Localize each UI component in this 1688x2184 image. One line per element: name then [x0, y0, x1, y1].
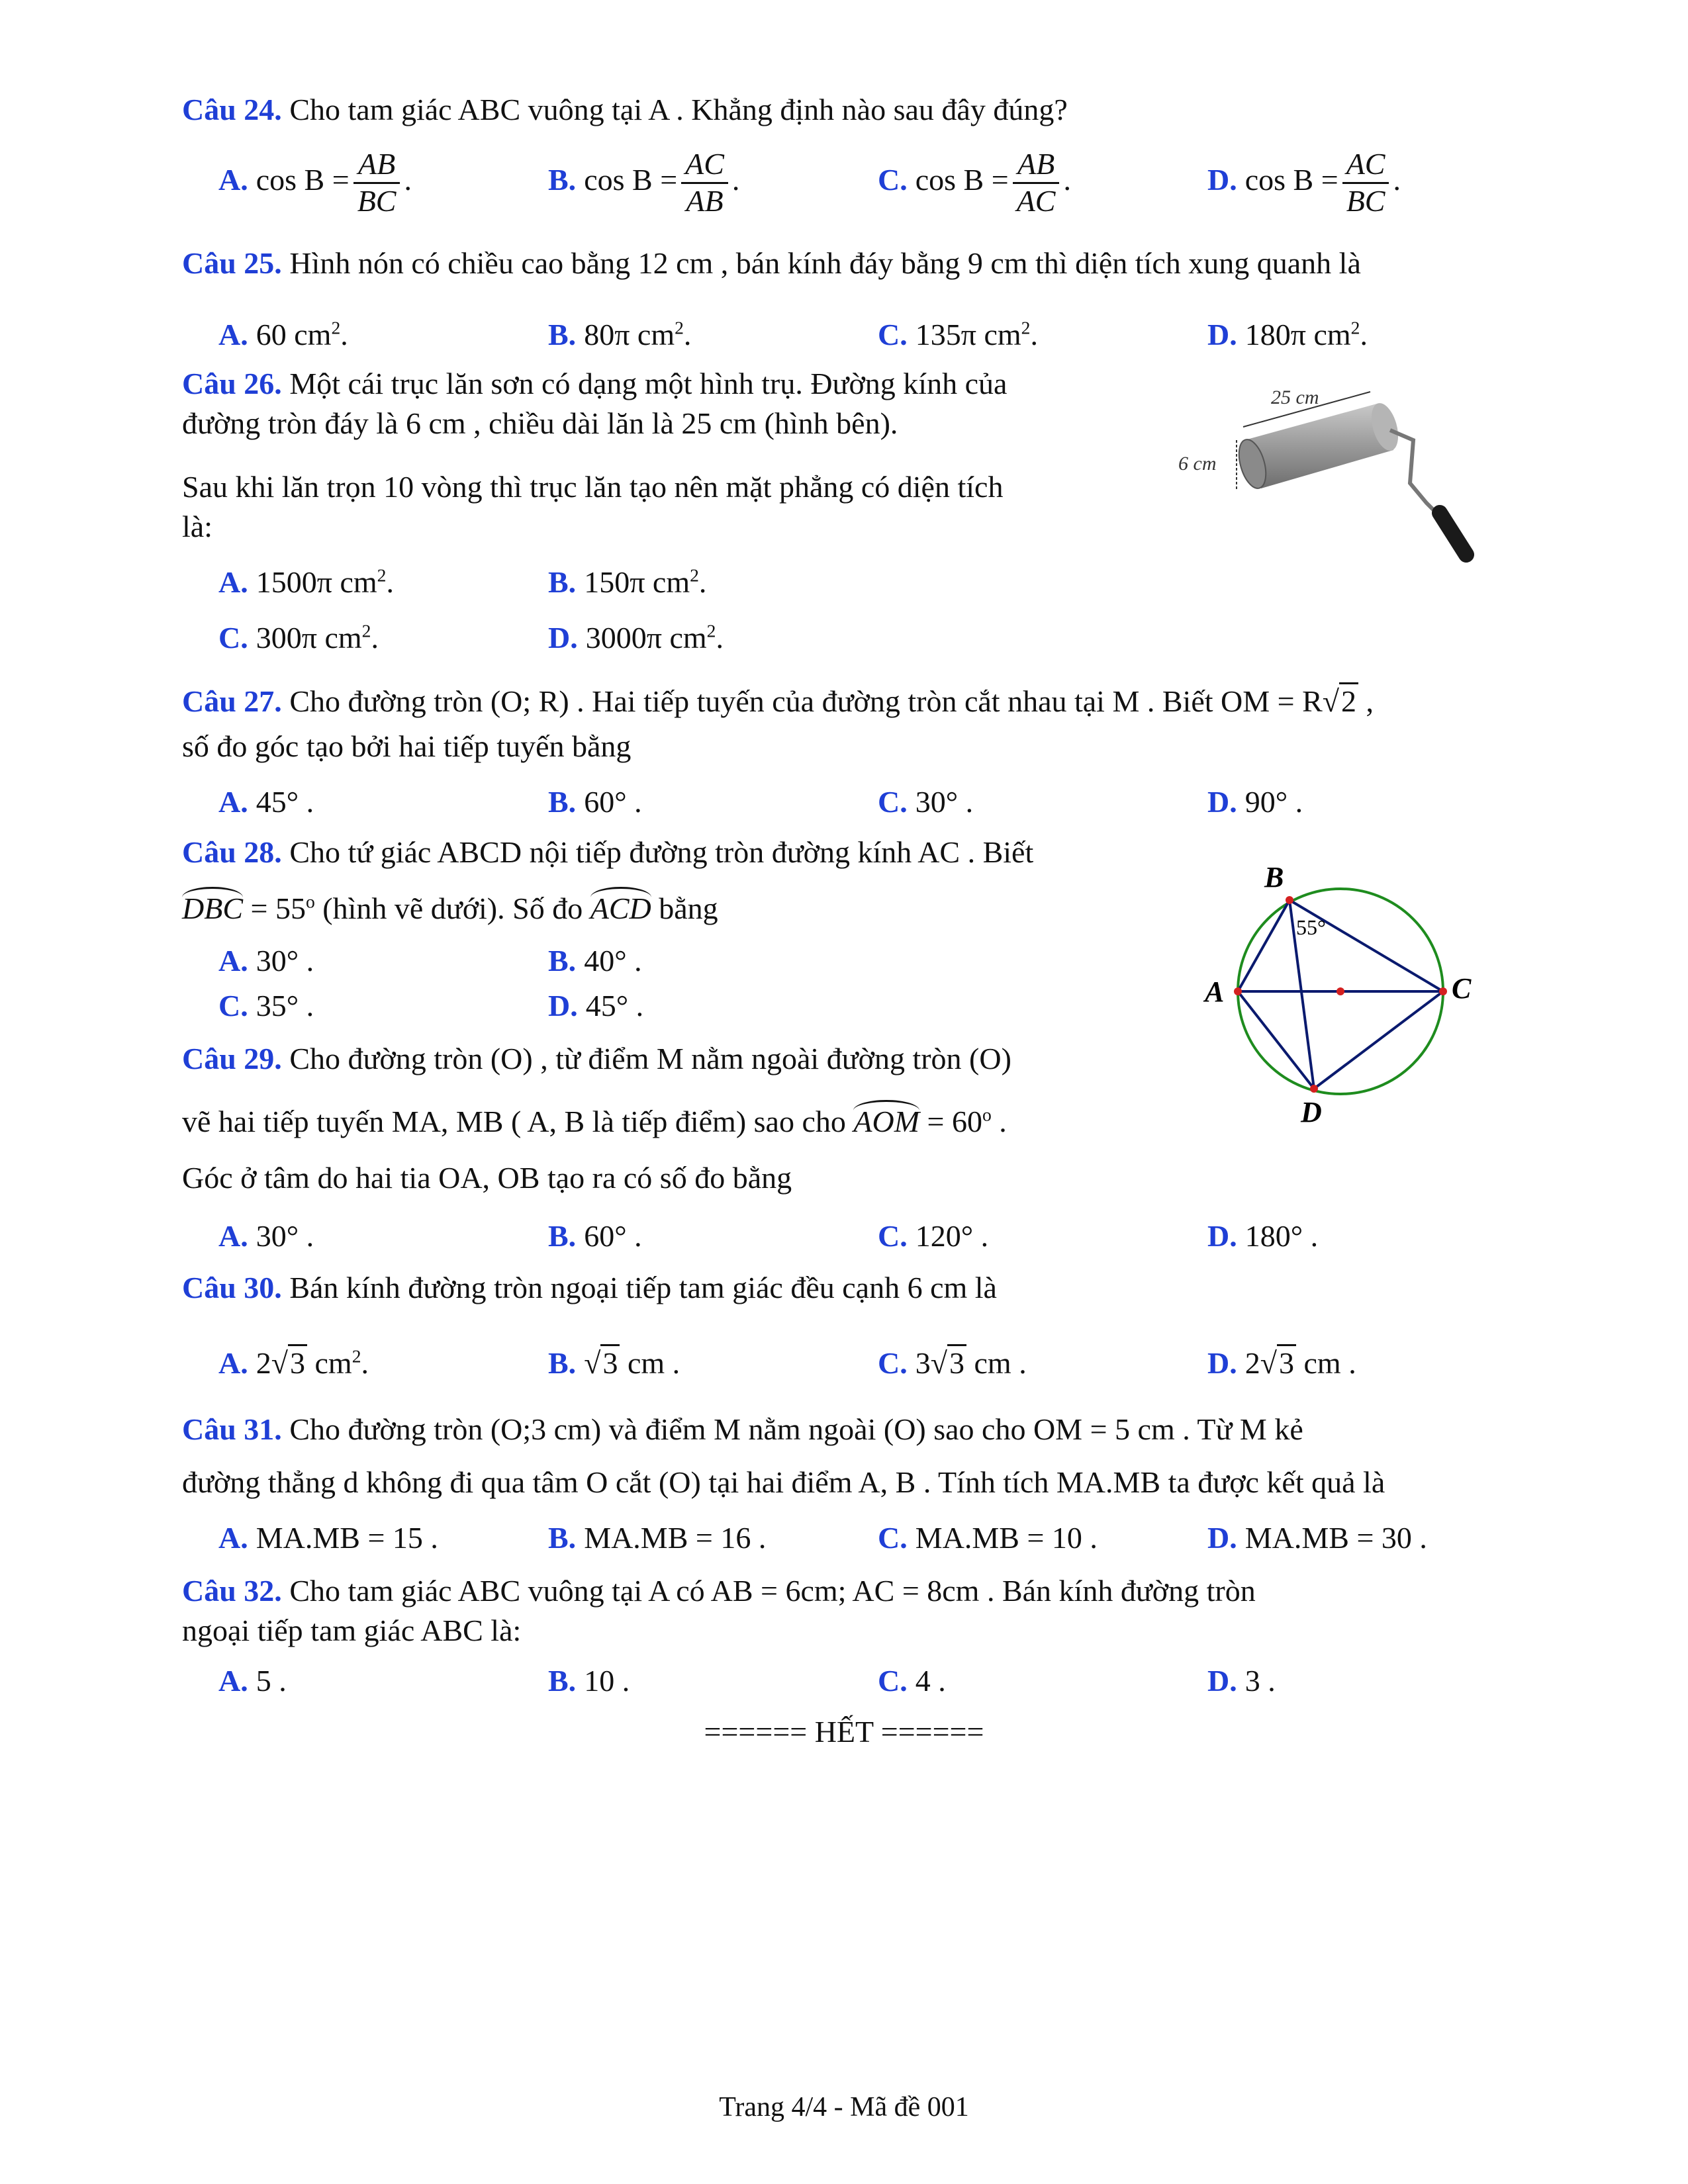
- option-value: 40°: [584, 944, 627, 978]
- option-key: B.: [548, 1219, 577, 1253]
- q28-option-b[interactable]: B. 40° .: [548, 944, 642, 978]
- q28-text-2: (hình vẽ dưới). Số đo: [322, 891, 583, 925]
- point-b: [1286, 896, 1293, 904]
- q30-option-b[interactable]: B. √3 cm .: [548, 1345, 680, 1381]
- option-key: C.: [878, 1521, 908, 1555]
- q32-text-1: Cho tam giác ABC vuông tại A có AB = 6cm; AC = 8cm . Bán kính đường tròn: [289, 1574, 1256, 1608]
- option-value: MA.MB = 16: [584, 1521, 751, 1555]
- option-key: B.: [548, 565, 577, 599]
- q25-stem: [182, 245, 1361, 281]
- q28-option-c[interactable]: C. 35° .: [218, 989, 314, 1023]
- label-length: 25 cm: [1271, 387, 1319, 408]
- option-value: MA.MB = 15: [256, 1521, 423, 1555]
- coefficient: 2: [1244, 1346, 1260, 1380]
- q28-stem-line1: [182, 834, 1033, 870]
- q24-option-d[interactable]: D. cos B = $\frac{AC}{BC}$ .: [1207, 147, 1401, 218]
- point-center: [1336, 987, 1344, 995]
- option-value: 80π cm: [584, 318, 675, 351]
- option-expr: cos B =: [584, 162, 678, 197]
- option-value: 150π cm: [584, 565, 690, 599]
- q32-option-d[interactable]: D. 3 .: [1207, 1664, 1276, 1698]
- option-key: C.: [878, 318, 908, 351]
- arc-dbc: DBC: [182, 887, 243, 927]
- q24-text: Cho tam giác ABC vuông tại A . Khẳng định nào sau đây đúng?: [289, 93, 1068, 126]
- q27-text-1: Cho đường tròn (O; R) . Hai tiếp tuyến của đường tròn cắt nhau tại M . Biết OM = R: [289, 684, 1323, 718]
- end-marker: ====== HẾT ======: [704, 1715, 984, 1749]
- arc-acd: ACD: [590, 887, 651, 927]
- q25-option-c[interactable]: C. 135π $cm^2$.: [878, 317, 1038, 351]
- q30-text: Bán kính đường tròn ngoại tiếp tam giác đều cạnh 6 cm là: [289, 1271, 997, 1304]
- label-a: A: [1205, 976, 1225, 1008]
- option-exponent: 2: [377, 565, 387, 586]
- option-value: 30°: [256, 1219, 299, 1253]
- option-key: B.: [548, 1521, 577, 1555]
- option-key: B.: [548, 162, 577, 197]
- option-value: 90°: [1244, 785, 1288, 819]
- segment-bc: [1289, 900, 1443, 991]
- option-key: D.: [1207, 1219, 1237, 1253]
- unit: cm: [1303, 1346, 1341, 1380]
- option-key: A.: [218, 944, 248, 978]
- q30-option-c[interactable]: C. 3√3 cm .: [878, 1345, 1027, 1381]
- option-key: D.: [1207, 1521, 1237, 1555]
- option-value: 180π cm: [1244, 318, 1351, 351]
- q25-option-b[interactable]: B. 80π $cm^2$.: [548, 317, 692, 351]
- q32-option-b[interactable]: B. 10 .: [548, 1664, 630, 1698]
- sqrt-radicand: 3: [600, 1344, 620, 1380]
- option-value: 300π cm: [256, 621, 362, 655]
- sqrt-radicand: 3: [288, 1344, 307, 1380]
- degree-symbol: o: [305, 891, 315, 912]
- segment-ab: [1238, 900, 1289, 991]
- option-value: 135π cm: [915, 318, 1021, 351]
- option-value: 10: [584, 1664, 615, 1698]
- option-value: 35°: [256, 989, 299, 1023]
- q29-option-c[interactable]: C. 120° .: [878, 1219, 989, 1253]
- option-key: A.: [218, 1521, 248, 1555]
- q25-option-a[interactable]: A. 60 $cm^2$.: [218, 317, 348, 351]
- option-expr: cos B =: [256, 162, 350, 197]
- q30-option-a[interactable]: A. 2√3 $cm^2$.: [218, 1345, 369, 1381]
- option-value: 120°: [915, 1219, 974, 1253]
- q32-stem-line2: ngoại tiếp tam giác ABC là:: [182, 1614, 522, 1647]
- sqrt-sign: √: [1322, 684, 1340, 718]
- q28-stem-line2: [182, 887, 718, 927]
- option-key: B.: [548, 1346, 577, 1380]
- unit: cm: [974, 1346, 1011, 1380]
- q29-option-d[interactable]: D. 180° .: [1207, 1219, 1319, 1253]
- point-a: [1234, 987, 1242, 995]
- q31-text-1: Cho đường tròn (O;3 cm) và điểm M nằm ngoài (O) sao cho OM = 5 cm . Từ M kẻ: [289, 1412, 1303, 1446]
- label-b: B: [1264, 861, 1284, 893]
- label-diameter: 6 cm: [1178, 453, 1217, 475]
- option-expr: cos B =: [1244, 162, 1338, 197]
- option-key: D.: [548, 621, 578, 655]
- numerator: AC: [1342, 147, 1389, 184]
- option-value: 45°: [585, 989, 629, 1023]
- q31-stem-line2: đường thẳng d không đi qua tâm O cắt (O) tại hai điểm A, B . Tính tích MA.MB ta được kết quả là: [182, 1465, 1385, 1499]
- option-value: 60°: [584, 1219, 627, 1253]
- q24-option-b[interactable]: B. cos B = $\frac{AC}{AB}$ .: [548, 147, 740, 218]
- q32-option-c[interactable]: C. 4 .: [878, 1664, 946, 1698]
- numerator: AC: [681, 147, 728, 184]
- option-key: D.: [1207, 1664, 1237, 1698]
- unit: cm: [314, 1346, 352, 1380]
- option-key: A.: [218, 785, 248, 819]
- q28-value: = 55: [250, 891, 306, 925]
- option-value: 5: [256, 1664, 271, 1698]
- sqrt-radicand: 2: [1339, 682, 1358, 718]
- q24-option-c[interactable]: C. cos B = $\frac{AB}{AC}$ .: [878, 147, 1071, 218]
- fraction: [353, 147, 400, 219]
- option-value: 1500π cm: [256, 565, 377, 599]
- option-value: MA.MB = 30: [1244, 1521, 1412, 1555]
- option-key: D.: [1207, 318, 1237, 351]
- q26-option-a[interactable]: A. 1500π $cm^2$.: [218, 565, 394, 599]
- option-value: 3000π cm: [585, 621, 707, 655]
- q28-option-d[interactable]: D. 45° .: [548, 989, 644, 1023]
- option-key: A.: [218, 1219, 248, 1253]
- q28-option-a[interactable]: A. 30° .: [218, 944, 314, 978]
- option-expr: cos B =: [915, 162, 1009, 197]
- option-key: C.: [218, 621, 248, 655]
- unit: cm: [627, 1346, 665, 1380]
- fraction: [681, 147, 728, 219]
- denominator: AB: [686, 183, 724, 218]
- q24-option-a[interactable]: A. cos B = $\frac{AB}{BC}$ .: [218, 147, 412, 218]
- q24-label: Câu 24.: [182, 93, 282, 126]
- option-exponent: 2: [1350, 317, 1360, 338]
- roller-grip: [1440, 513, 1466, 555]
- option-value: 30°: [256, 944, 299, 978]
- option-key: B.: [548, 785, 577, 819]
- option-value: 45°: [256, 785, 299, 819]
- q31-label: Câu 31.: [182, 1412, 282, 1446]
- option-value: 30°: [915, 785, 959, 819]
- option-value: 3: [1244, 1664, 1260, 1698]
- option-key: D.: [1207, 785, 1237, 819]
- q27-option-d[interactable]: D. 90° .: [1207, 785, 1303, 819]
- denominator: BC: [1346, 183, 1385, 218]
- option-exponent: 2: [675, 317, 684, 338]
- page-footer: Trang 4/4 - Mã đề 001: [719, 2092, 969, 2122]
- q30-label: Câu 30.: [182, 1271, 282, 1304]
- q29-option-b[interactable]: B. 60° .: [548, 1219, 642, 1253]
- q29-stem-line3: Góc ở tâm do hai tia OA, OB tạo ra có số đo bằng: [182, 1161, 792, 1195]
- option-key: B.: [548, 1664, 577, 1698]
- label-angle: 55°: [1296, 915, 1326, 939]
- q26-option-c[interactable]: C. 300π $cm^2$.: [218, 620, 379, 655]
- degree-symbol: o: [982, 1104, 992, 1125]
- q27-stem-line2: số đo góc tạo bởi hai tiếp tuyến bằng: [182, 729, 632, 763]
- q27-option-c[interactable]: C. 30° .: [878, 785, 974, 819]
- denominator: AC: [1016, 183, 1056, 218]
- q26-stem-line2: đường tròn đáy là 6 cm , chiều dài lăn là 25 cm (hình bên).: [182, 406, 898, 440]
- q26-label: Câu 26.: [182, 367, 282, 400]
- q31-option-a[interactable]: A. MA.MB = 15 .: [218, 1521, 438, 1555]
- option-value: MA.MB = 10: [915, 1521, 1082, 1555]
- q26-stem-line4: là:: [182, 510, 212, 543]
- option-key: A.: [218, 162, 248, 197]
- q31-stem-line1: [182, 1411, 1303, 1447]
- point-d: [1310, 1085, 1318, 1093]
- option-exponent: 2: [361, 620, 371, 641]
- q25-label: Câu 25.: [182, 246, 282, 280]
- q28-label: Câu 28.: [182, 835, 282, 869]
- option-key: A.: [218, 1664, 248, 1698]
- coefficient: 3: [915, 1346, 931, 1380]
- option-value: 60°: [584, 785, 627, 819]
- q27-option-b[interactable]: B. 60° .: [548, 785, 642, 819]
- option-key: D.: [1207, 162, 1237, 197]
- fraction: [1013, 147, 1060, 219]
- option-key: B.: [548, 944, 577, 978]
- paint-roller-figure: [1165, 377, 1476, 576]
- q29-stem-line2: vẽ hai tiếp tuyến MA, MB ( A, B là tiếp điểm) sao cho AOM = $60^o$ .: [182, 1100, 1007, 1140]
- q26-stem-line1: [182, 365, 1007, 402]
- roller-handle-wire: [1390, 430, 1443, 520]
- q26-option-d[interactable]: D. 3000π $cm^2$.: [548, 620, 724, 655]
- q26-stem-line3: Sau khi lăn trọn 10 vòng thì trục lăn tạo nên mặt phẳng có diện tích: [182, 470, 1004, 504]
- option-exponent: 2: [706, 620, 716, 641]
- arc-aom: AOM: [853, 1100, 919, 1140]
- option-exponent: 2: [331, 317, 341, 338]
- numerator: AB: [1013, 147, 1060, 184]
- q27-option-a[interactable]: A. 45° .: [218, 785, 314, 819]
- option-key: C.: [218, 989, 248, 1023]
- option-key: A.: [218, 1346, 248, 1380]
- fraction: [1342, 147, 1389, 219]
- q25-text: Hình nón có chiều cao bằng 12 cm , bán kính đáy bằng 9 cm thì diện tích xung quanh là: [289, 246, 1361, 280]
- q24-stem: [182, 91, 1068, 128]
- option-key: D.: [1207, 1346, 1237, 1380]
- q29-option-a[interactable]: A. 30° .: [218, 1219, 314, 1253]
- denominator: BC: [357, 183, 397, 218]
- label-d: D: [1301, 1096, 1322, 1128]
- roller-cylinder: [1244, 404, 1393, 488]
- q31-option-b[interactable]: B. MA.MB = 16 .: [548, 1521, 767, 1555]
- option-key: D.: [548, 989, 578, 1023]
- point-c: [1439, 987, 1447, 995]
- q29-label: Câu 29.: [182, 1042, 282, 1075]
- q26-option-b[interactable]: B. 150π $cm^2$.: [548, 565, 707, 599]
- segment-cd: [1314, 991, 1443, 1089]
- option-key: C.: [878, 785, 908, 819]
- q28-text-1: Cho tứ giác ABCD nội tiếp đường tròn đường kính AC . Biết: [289, 835, 1034, 869]
- q32-stem-line1: [182, 1572, 1256, 1609]
- q29-stem-line1: [182, 1040, 1011, 1077]
- coefficient: 2: [256, 1346, 271, 1380]
- q29-text-1: Cho đường tròn (O) , từ điểm M nằm ngoài đường tròn (O): [289, 1042, 1011, 1075]
- numerator: AB: [353, 147, 400, 184]
- q32-option-a[interactable]: A. 5 .: [218, 1664, 287, 1698]
- option-exponent: 2: [352, 1345, 361, 1367]
- inscribed-quadrilateral-figure: [1192, 860, 1483, 1138]
- option-exponent: 2: [1021, 317, 1031, 338]
- sqrt-radicand: 3: [1277, 1344, 1296, 1380]
- q29-text-2: vẽ hai tiếp tuyến MA, MB ( A, B là tiếp điểm) sao cho: [182, 1105, 846, 1138]
- q30-stem: [182, 1269, 997, 1306]
- q30-option-d[interactable]: D. 2√3 cm .: [1207, 1345, 1356, 1381]
- q32-label: Câu 32.: [182, 1574, 282, 1608]
- option-value: 4: [915, 1664, 931, 1698]
- sqrt-radicand: 3: [947, 1344, 966, 1380]
- label-c: C: [1452, 972, 1472, 1005]
- option-key: C.: [878, 162, 908, 197]
- q31-option-d[interactable]: D. MA.MB = 30 .: [1207, 1521, 1427, 1555]
- option-key: C.: [878, 1346, 908, 1380]
- q27-stem-line1: Câu 27. Cho đường tròn (O; R) . Hai tiếp tuyến của đường tròn cắt nhau tại M . Biết OM = R√2 ,: [182, 683, 1374, 719]
- option-value: 180°: [1244, 1219, 1303, 1253]
- q28-text-3: bằng: [659, 891, 718, 925]
- q27-label: Câu 27.: [182, 684, 282, 718]
- q25-option-d[interactable]: D. 180π $cm^2$.: [1207, 317, 1368, 351]
- option-key: A.: [218, 318, 248, 351]
- option-key: C.: [878, 1664, 908, 1698]
- q29-value: = 60: [927, 1105, 982, 1138]
- option-key: B.: [548, 318, 577, 351]
- q31-option-c[interactable]: C. MA.MB = 10 .: [878, 1521, 1098, 1555]
- option-key: C.: [878, 1219, 908, 1253]
- option-exponent: 2: [690, 565, 699, 586]
- q26-text-1: Một cái trục lăn sơn có dạng một hình trụ. Đường kính của: [289, 367, 1008, 400]
- option-value: 60 cm: [256, 318, 332, 351]
- option-key: A.: [218, 565, 248, 599]
